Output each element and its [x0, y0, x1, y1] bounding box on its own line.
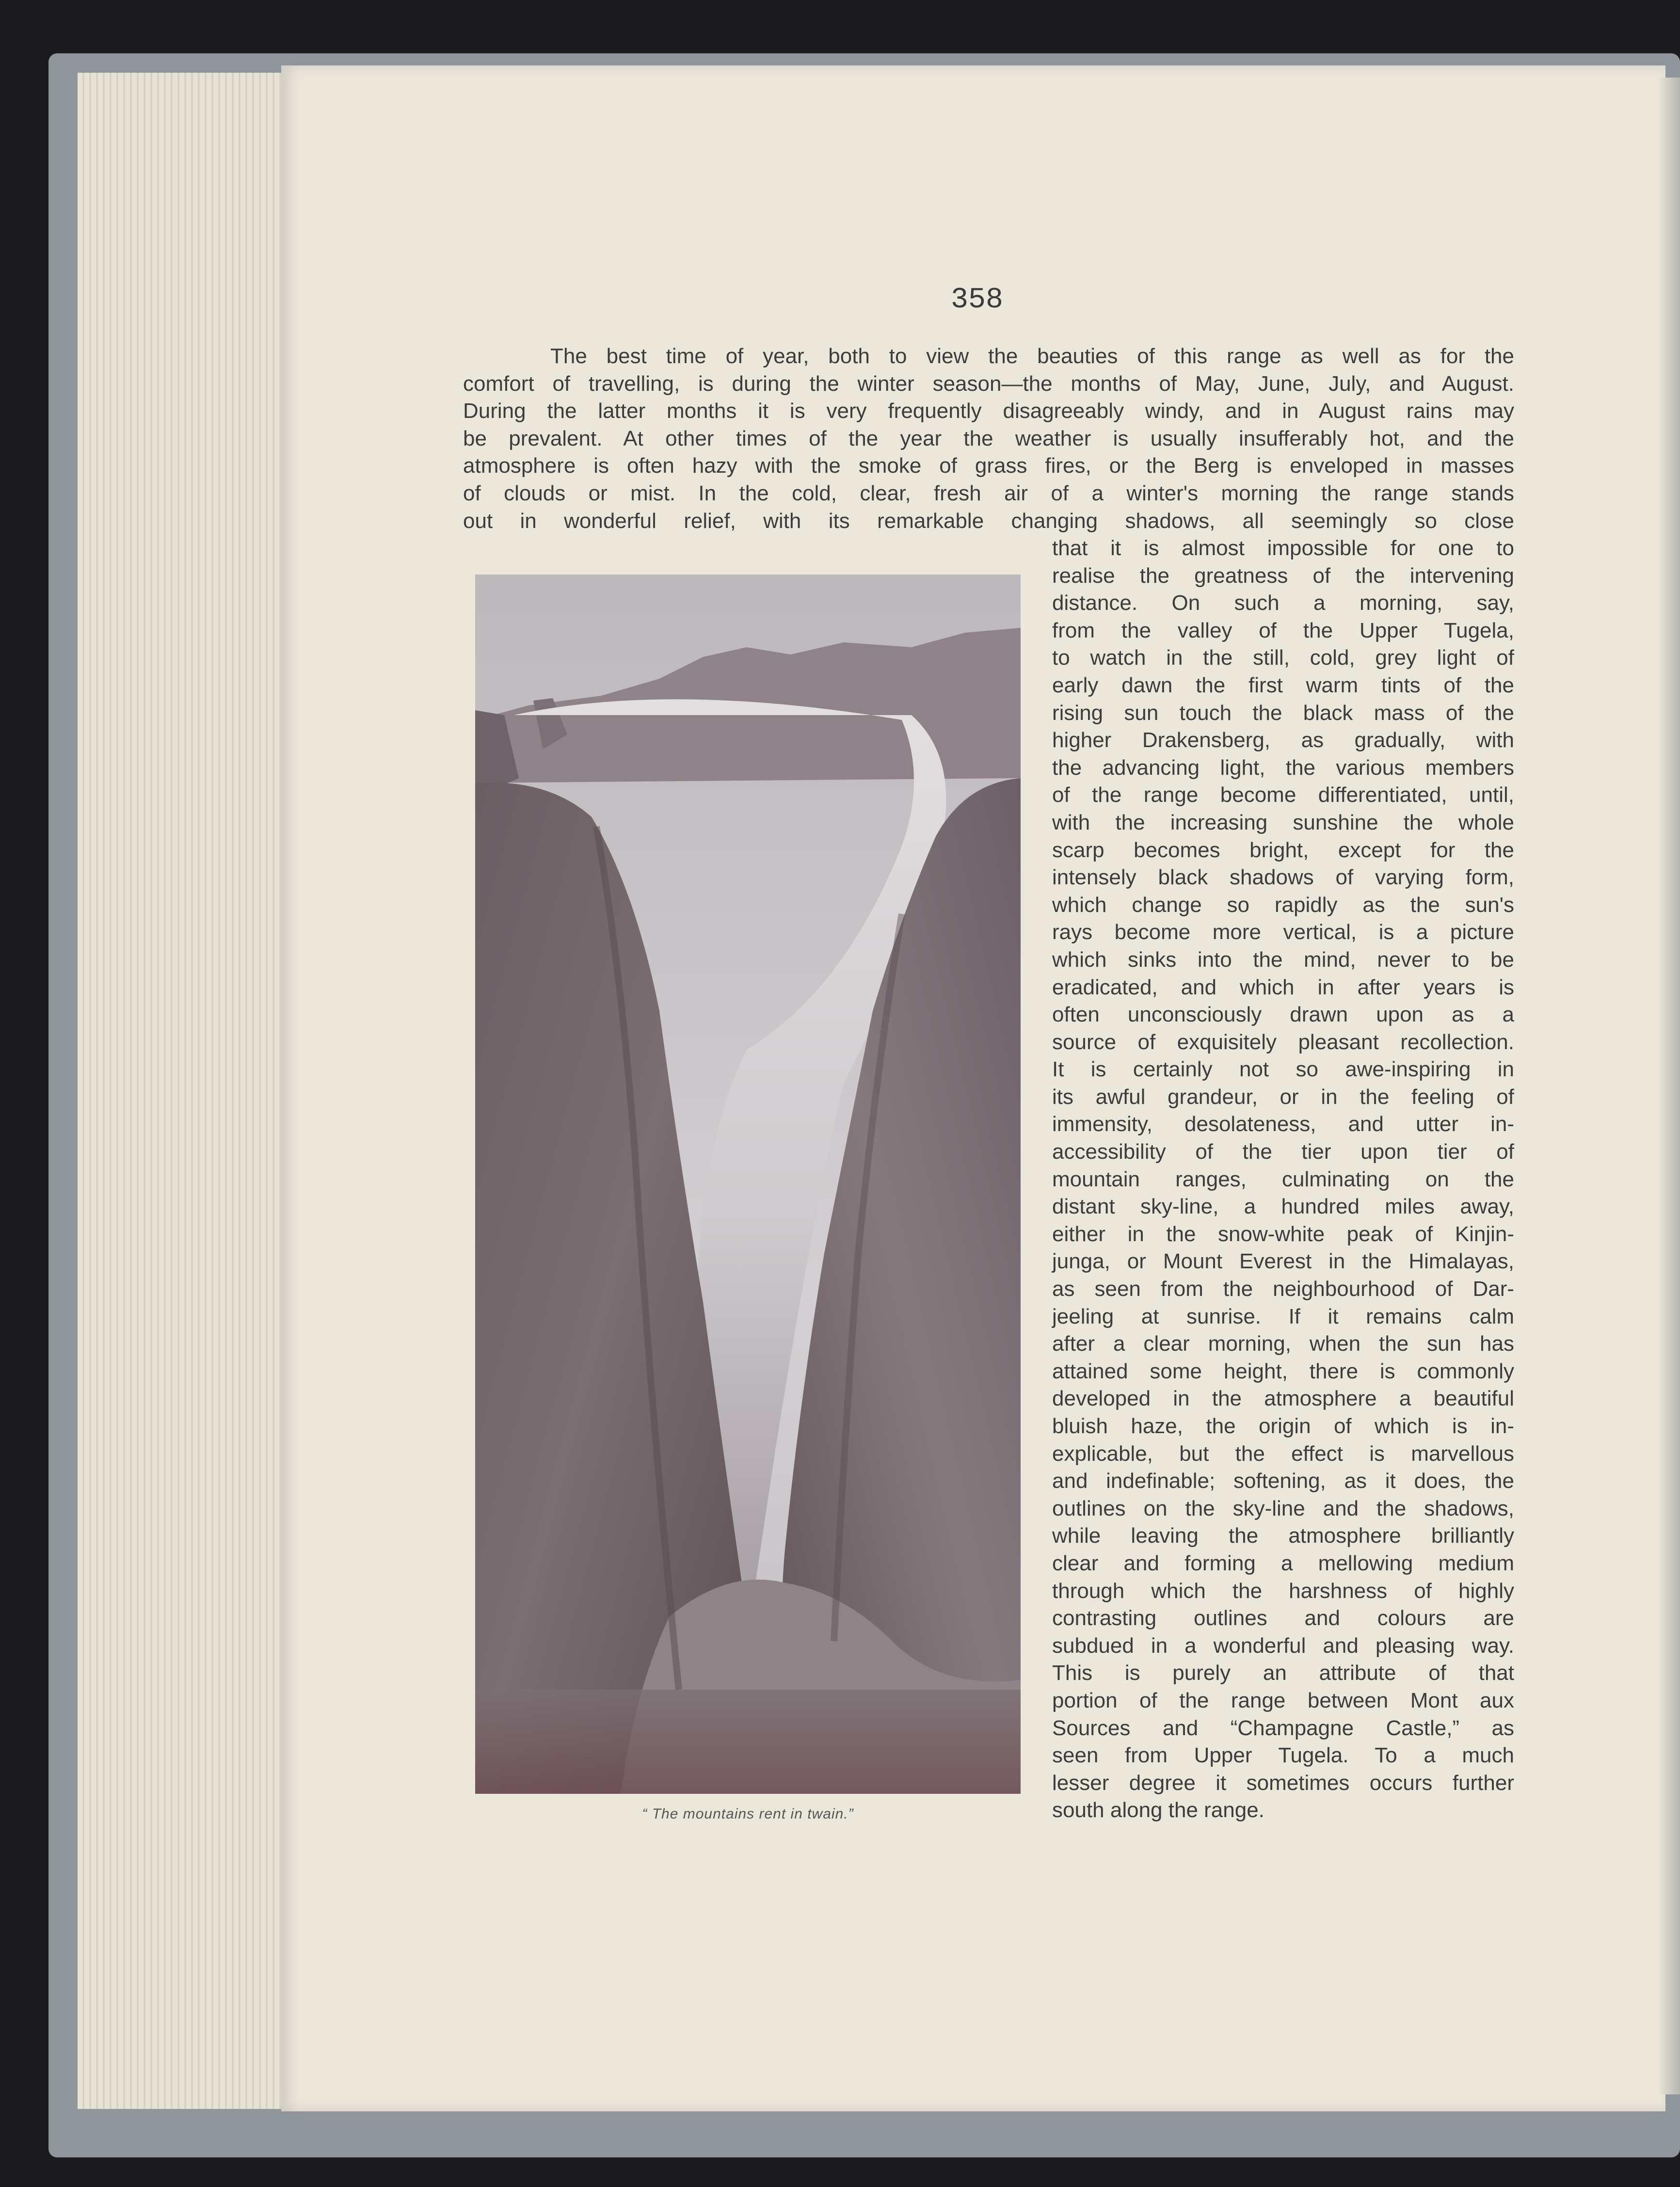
column-line: often unconsciously drawn upon as a [1052, 1003, 1514, 1027]
column-line: explicable, but the effect is marvellous [1052, 1441, 1514, 1466]
mountain-gorge-photo [475, 575, 1021, 1794]
column-line: the advancing light, the various members [1052, 755, 1514, 780]
opening-paragraph [463, 343, 1514, 535]
column-line: developed in the atmosphere a beautiful [1052, 1387, 1514, 1411]
paragraph-line: atmosphere is often hazy with the smoke of grass fires, or the Berg is enveloped in masses [463, 454, 1514, 478]
column-line: immensity, desolateness, and utter in- [1052, 1112, 1514, 1136]
paragraph-line: be prevalent. At other times of the year the weather is usually insufferably hot, and the [463, 426, 1514, 450]
column-line: while leaving the atmosphere brilliantly [1052, 1524, 1514, 1548]
column-paragraph [1052, 535, 1514, 1824]
column-line: It is certainly not so awe-inspiring in [1052, 1057, 1514, 1082]
column-line: rising sun touch the black mass of the [1052, 701, 1514, 725]
column-line: and indefinable; softening, as it does, the [1052, 1469, 1514, 1493]
column-line: attained some height, there is commonly [1052, 1359, 1514, 1383]
column-line: of the range become differentiated, until, [1052, 783, 1514, 807]
column-line: jeeling at sunrise. If it remains calm [1052, 1304, 1514, 1328]
paragraph-line: During the latter months it is very frequently disagreeably windy, and in August rains may [463, 399, 1514, 423]
column-line: Sources and “Champagne Castle,” as [1052, 1716, 1514, 1740]
page-number: 358 [950, 284, 1004, 317]
column-line: after a clear morning, when the sun has [1052, 1332, 1514, 1356]
column-line: from the valley of the Upper Tugela, [1052, 618, 1514, 642]
column-line: south along the range. [1052, 1798, 1264, 1822]
paragraph-line: of clouds or mist. In the cold, clear, fresh air of a winter's morning the range stands [463, 481, 1514, 505]
column-line: early dawn the first warm tints of the [1052, 673, 1514, 697]
column-line: outlines on the sky-line and the shadows, [1052, 1496, 1514, 1520]
column-line: which sinks into the mind, never to be [1052, 947, 1514, 972]
column-line: its awful grandeur, or in the feeling of [1052, 1085, 1514, 1109]
paragraph-line: out in wonderful relief, with its remarkable changing shadows, all seemingly so close [463, 509, 1514, 533]
column-line: portion of the range between Mont aux [1052, 1688, 1514, 1712]
column-line: higher Drakensberg, as gradually, with [1052, 728, 1514, 752]
photo-caption: “ The mountains rent in twain.” [642, 1806, 854, 1822]
column-line: lesser degree it sometimes occurs further [1052, 1771, 1514, 1795]
column-line: scarp becomes bright, except for the [1052, 838, 1514, 862]
column-line: which change so rapidly as the sun's [1052, 893, 1514, 917]
column-line: rays become more vertical, is a picture [1052, 920, 1514, 944]
column-line: mountain ranges, culminating on the [1052, 1167, 1514, 1191]
column-line: distant sky-line, a hundred miles away, [1052, 1195, 1514, 1219]
column-line: distance. On such a morning, say, [1052, 591, 1514, 615]
page-right-edge [1658, 78, 1680, 2094]
column-line: that it is almost impossible for one to [1052, 536, 1514, 560]
column-line: realise the greatness of the intervening [1052, 563, 1514, 588]
column-line: as seen from the neighbourhood of Dar- [1052, 1277, 1514, 1301]
column-line: either in the snow-white peak of Kinjin- [1052, 1222, 1514, 1246]
column-line: bluish haze, the origin of which is in- [1052, 1414, 1514, 1438]
column-line: through which the harshness of highly [1052, 1579, 1514, 1603]
paragraph-line: The best time of year, both to view the beauties of this range as well as for the [550, 344, 1514, 368]
column-line: to watch in the still, cold, grey light of [1052, 646, 1514, 670]
column-line: seen from Upper Tugela. To a much [1052, 1743, 1514, 1768]
page-edges [78, 73, 291, 2109]
column-line: with the increasing sunshine the whole [1052, 810, 1514, 834]
column-line: junga, or Mount Everest in the Himalayas, [1052, 1249, 1514, 1274]
column-line: clear and forming a mellowing medium [1052, 1551, 1514, 1575]
column-line: source of exquisitely pleasant recollection. [1052, 1030, 1514, 1054]
column-line: intensely black shadows of varying form, [1052, 865, 1514, 890]
paragraph-line: comfort of travelling, is during the winter season—the months of May, June, July, and August. [463, 371, 1514, 396]
column-line: contrasting outlines and colours are [1052, 1606, 1514, 1630]
column-line: eradicated, and which in after years is [1052, 975, 1514, 999]
column-line: This is purely an attribute of that [1052, 1661, 1514, 1685]
column-line: accessibility of the tier upon tier of [1052, 1140, 1514, 1164]
column-line: subdued in a wonderful and pleasing way. [1052, 1633, 1514, 1658]
